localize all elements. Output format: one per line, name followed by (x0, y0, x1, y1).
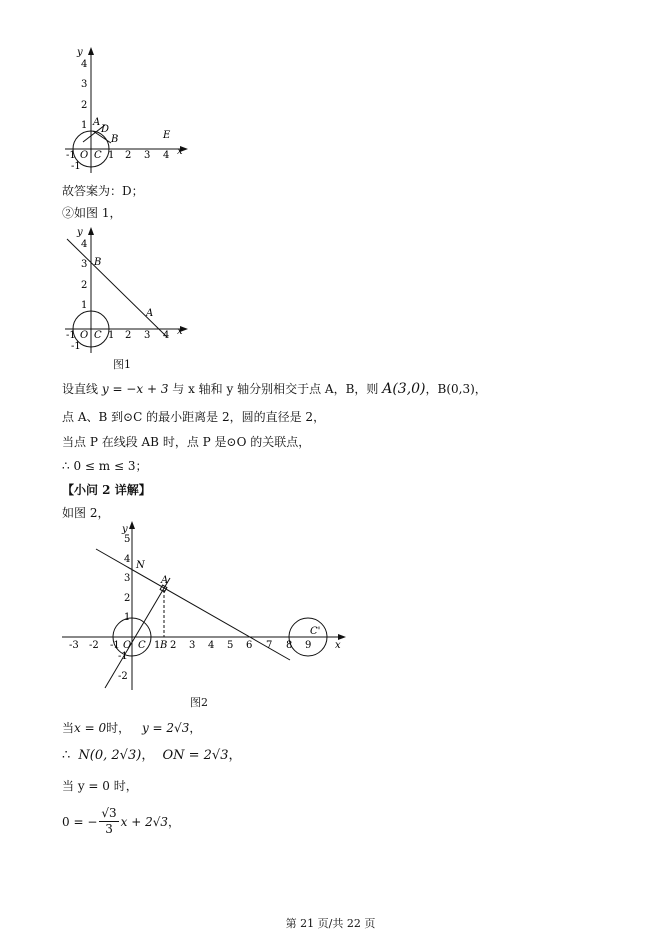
svg-text:1: 1 (108, 330, 115, 341)
svg-text:4: 4 (124, 554, 131, 565)
y-arrow (129, 521, 135, 529)
answer-line: 故答案为：D； (62, 184, 144, 198)
svg-text:-2: -2 (89, 640, 99, 651)
svg-text:3: 3 (124, 573, 131, 584)
svg-text:B: B (94, 257, 102, 268)
svg-text:y: y (122, 524, 128, 535)
svg-text:4: 4 (163, 330, 170, 341)
svg-text:x: x (177, 326, 183, 337)
svg-text:2: 2 (125, 150, 132, 161)
svg-text:3: 3 (144, 330, 151, 341)
svg-text:C': C' (310, 626, 321, 637)
svg-text:3: 3 (81, 259, 88, 270)
svg-text:-1: -1 (66, 330, 76, 341)
svg-text:x: x (335, 640, 341, 651)
page-footer: 第 21 页/共 22 页 (285, 917, 376, 930)
svg-text:-1: -1 (71, 161, 81, 172)
svg-text:4: 4 (163, 150, 170, 161)
svg-text:4: 4 (81, 239, 88, 250)
svg-text:5: 5 (124, 534, 131, 545)
svg-text:2: 2 (125, 330, 132, 341)
svg-text:-1: -1 (118, 651, 128, 662)
fig2-intro: 如图 2， (62, 506, 110, 520)
svg-text:D: D (101, 124, 110, 135)
figure-2-caption: 图2 (190, 696, 208, 709)
svg-text:B: B (160, 640, 168, 651)
svg-text:2: 2 (81, 100, 88, 111)
svg-text:1: 1 (124, 612, 131, 623)
line-n-point: ∴ N(0, 2√3)， ON = 2√3， (62, 748, 242, 763)
svg-text:-3: -3 (69, 640, 79, 651)
svg-text:4: 4 (81, 59, 88, 70)
svg-text:3: 3 (81, 79, 88, 90)
svg-text:1: 1 (81, 300, 88, 311)
svg-text:1: 1 (81, 120, 88, 131)
svg-text:1: 1 (154, 640, 161, 651)
section-title: 【小问 2 详解】 (62, 483, 151, 497)
svg-text:3: 3 (144, 150, 151, 161)
svg-text:8: 8 (286, 640, 293, 651)
svg-text:A: A (93, 117, 101, 128)
svg-text:O: O (123, 640, 132, 651)
figure-top (55, 45, 195, 180)
svg-text:A: A (146, 308, 154, 319)
svg-text:C: C (94, 150, 102, 161)
svg-text:-1: -1 (71, 341, 81, 352)
svg-text:E: E (163, 130, 171, 141)
svg-text:2: 2 (81, 280, 88, 291)
line-oa (105, 578, 170, 688)
svg-text:7: 7 (266, 640, 273, 651)
y-arrow (88, 227, 94, 235)
svg-text:O: O (80, 330, 89, 341)
svg-text:x: x (177, 146, 183, 157)
svg-text:1: 1 (108, 150, 115, 161)
svg-text:3: 3 (189, 640, 196, 651)
fraction: $\frac{√3}{3}$ (101, 806, 117, 836)
svg-text:9: 9 (305, 640, 312, 651)
line-x0: 当x = 0时， y = 2√3， (62, 721, 202, 735)
svg-text:5: 5 (227, 640, 234, 651)
line-range: ∴ 0 ≤ m ≤ 3； (62, 459, 148, 473)
y-arrow (88, 47, 94, 55)
fig1-intro: ②如图 1， (62, 206, 122, 220)
figure-1 (55, 225, 195, 355)
line-y0: 当 y = 0 时， (62, 779, 138, 793)
svg-text:B: B (111, 134, 119, 145)
svg-text:-1: -1 (110, 640, 120, 651)
line-set: 设直线 y = −x + 3 与 x 轴和 y 轴分别相交于点 A，B，则 A(3,0)，B(0,3)， (62, 381, 487, 397)
line-distance: 点 A、B 到⊙C 的最小距离是 2，圆的直径是 2， (62, 410, 326, 424)
y-label: y (77, 47, 83, 58)
svg-text:y: y (77, 227, 83, 238)
svg-text:N: N (136, 560, 145, 571)
svg-text:4: 4 (208, 640, 215, 651)
svg-text:2: 2 (170, 640, 177, 651)
svg-text:-1: -1 (66, 150, 76, 161)
figure-2 (60, 520, 350, 692)
svg-text:-2: -2 (118, 671, 128, 682)
svg-text:A: A (161, 575, 169, 586)
line-equation: 0 = − $\frac{√3}{3}$ x + 2√3 ， (62, 806, 181, 836)
line-when: 当点 P 在线段 AB 时，点 P 是⊙O 的关联点， (62, 435, 311, 449)
svg-text:C: C (138, 640, 146, 651)
svg-text:C: C (94, 330, 102, 341)
svg-text:O: O (80, 150, 89, 161)
svg-text:2: 2 (124, 593, 131, 604)
figure-1-caption: 图1 (113, 358, 131, 371)
svg-text:6: 6 (246, 640, 253, 651)
